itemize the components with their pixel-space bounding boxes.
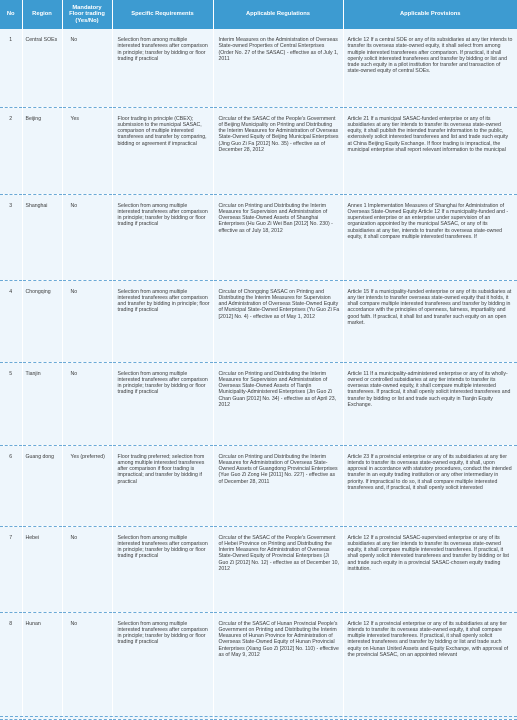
table-row: [0, 445, 517, 526]
cell-regulations: Circular of the SASAC of the People's Government of Hebei Province on Printing and Distributing the Interim Measures for Administration of Overseas State-Owned Equity of Provincial Enterprises (Ji Guo Zi [2012] No. 12) - effective as of December 10, 2012: [213, 526, 343, 612]
cell-regulations: Circular of Chongqing SASAC on Printing and Distributing the Interim Measures for Supervision and Administration of Overseas State-Owned Equity of Municipal State-Owned Enterprises (Yu Guo Zi Fa [2012] No. 4) - effective as of May 1, 2012: [213, 280, 343, 362]
cell-no: 8: [0, 612, 22, 719]
cell-mandatory: No: [62, 612, 112, 719]
cell-mandatory: No: [62, 362, 112, 445]
header-requirements: Specific Requirements: [112, 0, 213, 29]
cell-region: Tianjin: [22, 362, 62, 445]
cell-mandatory: No: [62, 194, 112, 280]
header-mandatory: Mandatory Floor trading (Yes/No): [62, 0, 112, 29]
header-no: No: [0, 0, 22, 29]
cell-requirements: Selection from among multiple interested transferees after comparison in principle; transfer by bidding or floor trading if practical: [112, 29, 213, 107]
cell-provisions: Article 12 If a central SOE or any of its subsidiaries at any tier intends to transfer its overseas state-owned equity, it shall select from among multiple interested transferees after comparison. If practical, it shall openly solicit interested transferees and transfer by bidding or list and trade such equity in a pilot institution for transfer and transaction of state-owned equity of central SOEs.: [343, 29, 517, 107]
cell-requirements: Selection from among multiple interested transferees after comparison in principle; transfer by bidding or floor trading if practical: [112, 194, 213, 280]
cell-region: Shanghai: [22, 194, 62, 280]
cell-region: Hunan: [22, 612, 62, 719]
cell-region: Hebei: [22, 526, 62, 612]
cell-region: Guang dong: [22, 445, 62, 526]
cell-provisions: Annex 1 Implementation Measures of Shanghai for Administration of Overseas State-Owned Equity Article 12 If a municipality-funded and -supervised enterprise or an enterprise under supervision of an organization appointed by the municipal SASAC, or any of its subsidiaries at any tier, intends to transfer its overseas state-owned equity, it shall compare multiple interested transferees. If: [343, 194, 517, 280]
table-row: [0, 612, 517, 719]
cell-no: 4: [0, 280, 22, 362]
table-body: [0, 29, 517, 719]
table-row: [0, 107, 517, 194]
table-header: [0, 0, 517, 29]
cell-no: 7: [0, 526, 22, 612]
cell-regulations: Interim Measures on the Administration of Overseas State-owned Properties of Central Enterprises (Order No. 27 of the SASAC) - effective as of July 1, 2011: [213, 29, 343, 107]
table-row: [0, 526, 517, 612]
cell-requirements: Selection from among multiple interested transferees after comparison in principle; transfer by bidding or floor trading if practical: [112, 362, 213, 445]
cell-region: Chongqing: [22, 280, 62, 362]
cell-region: Central SOEs: [22, 29, 62, 107]
table-row: [0, 362, 517, 445]
cell-provisions: Article 21 If a municipal SASAC-funded enterprise or any of its subsidiaries at any tier intends to transfer its overseas state-owned equity, it shall publish the intended transfer information to the public, extensively solicit interested transferees and list and trade such equity at China Beijing Equity Exchange. If floor trading is impractical, the municipal enterprise shall report relevant information to the municipal: [343, 107, 517, 194]
cell-regulations: Circular of the SASAC of the People's Government of Beijing Municipality on Printing and Distributing the Interim Measures for Administration of Overseas State-Owned Equity of Beijing Municipal Enterprises (Jing Guo Zi Fa [2012] No. 35) - effective as of December 28, 2012: [213, 107, 343, 194]
header-regulations: Applicable Regulations: [213, 0, 343, 29]
cell-no: 3: [0, 194, 22, 280]
cell-regulations: Circular on Printing and Distributing the Interim Measures for Supervision and Administration of Overseas State-Owned Assets of Tianjin Municipality-Administered Enterprises (Jin Guo Zi Chan Guan [2012] No. 34) - effective as of April 23, 2012: [213, 362, 343, 445]
cell-mandatory: No: [62, 280, 112, 362]
cell-provisions: Article 15 If a municipality-funded enterprise or any of its subsidiaries at any tier intends to transfer overseas state-owned equity that it holds, it shall compare multiple interested transferees and transfer by bidding in accordance with the principles of openness, fairness, impartiality and good faith. If practical, it shall list and transfer such equity on an open market.: [343, 280, 517, 362]
cell-requirements: Floor trading in principle (CBEX); submission to the municipal SASAC, comparison of multiple interested transferees and transfer by comparing, bidding or agreement if impractical: [112, 107, 213, 194]
cell-requirements: Selection from among multiple interested transferees after comparison in principle; transfer by bidding or floor trading if practical: [112, 526, 213, 612]
cell-mandatory: Yes (preferred): [62, 445, 112, 526]
cell-mandatory: No: [62, 29, 112, 107]
header-row: [0, 0, 517, 29]
cell-regulations: Circular of the SASAC of Hunan Provincial People's Government on Printing and Distributing the Interim Measures of Hunan Province for Administration of Overseas State-Owned Equity of Hunan Provincial Enterprises (Xiang Guo Zi [2012] No. 110) - effective as of May 9, 2012: [213, 612, 343, 719]
cell-requirements: Selection from among multiple interested transferees after comparison and transfer by bidding in principle; floor trading if practical: [112, 280, 213, 362]
cell-requirements: Floor trading preferred; selection from among multiple interested transferees after comparison if floor trading is impractical; and transfer by bidding if practical: [112, 445, 213, 526]
cell-no: 1: [0, 29, 22, 107]
cell-no: 2: [0, 107, 22, 194]
cell-no: 5: [0, 362, 22, 445]
cell-requirements: Selection from among multiple interested transferees after comparison in principle; transfer by bidding or floor trading if practical: [112, 612, 213, 719]
table-row: [0, 280, 517, 362]
cell-mandatory: No: [62, 526, 112, 612]
cell-regulations: Circular on Printing and Distributing the Interim Measures for Supervision and Administration of Overseas State-Owned Assets of Shanghai Enterprises (Hu Guo Zi Wei Ban [2012] No. 230) - effective as of July 18, 2012: [213, 194, 343, 280]
header-region: Region: [22, 0, 62, 29]
cell-region: Beijing: [22, 107, 62, 194]
cell-regulations: Circular on Printing and Distributing the Interim Measures for Administration of Overseas State-Owned Assets of Guangdong Provincial Enterprises (Yue Guo Zi Zong He [2011] No. 227) - effective as of December 28, 2011: [213, 445, 343, 526]
cell-mandatory: Yes: [62, 107, 112, 194]
cell-provisions: Article 11 If a municipality-administered enterprise or any of its wholly-owned or controlled subsidiaries at any tier intends to transfer its overseas state-owned equity, it shall compare multiple interested transferees. If practical, it shall openly solicit interested transferees and transfer by bidding or list and trade such equity in Tianjin Equity Exchange.: [343, 362, 517, 445]
header-provisions: Applicable Provisions: [343, 0, 517, 29]
cell-provisions: Article 23 If a provincial enterprise or any of its subsidiaries at any tier intends to transfer its overseas state-owned equity, it shall, upon approval in accordance with statutory procedures, conduct the intended transfer in an equity trading institution or any other intermediary in priority. If impractical to do so, it shall compare multiple interested transferees and, if practical, it shall openly solicit interested: [343, 445, 517, 526]
table-row: [0, 29, 517, 107]
cell-no: 6: [0, 445, 22, 526]
bottom-divider: [0, 716, 517, 717]
cell-provisions: Article 12 If a provincial enterprise or any of its subsidiaries at any tier intends to transfer its overseas state-owned equity, it shall compare multiple interested transferees. If practical, it shall openly solicit interested transferees and transfer by bidding or list and trade such equity on Hunan United Assets and Equity Exchange, with approval of the provincial SASAC, on an appointed relevant: [343, 612, 517, 719]
cell-provisions: Article 12 If a provincial SASAC-supervised enterprise or any of its subsidiaries at any tier intends to transfer its overseas state-owned equity, it shall compare multiple interested transferees. If practical, it shall openly solicit interested transferees and transfer by bidding or list and trade such equity in a provincial SASAC-chosen equity trading institution.: [343, 526, 517, 612]
table-row: [0, 194, 517, 280]
